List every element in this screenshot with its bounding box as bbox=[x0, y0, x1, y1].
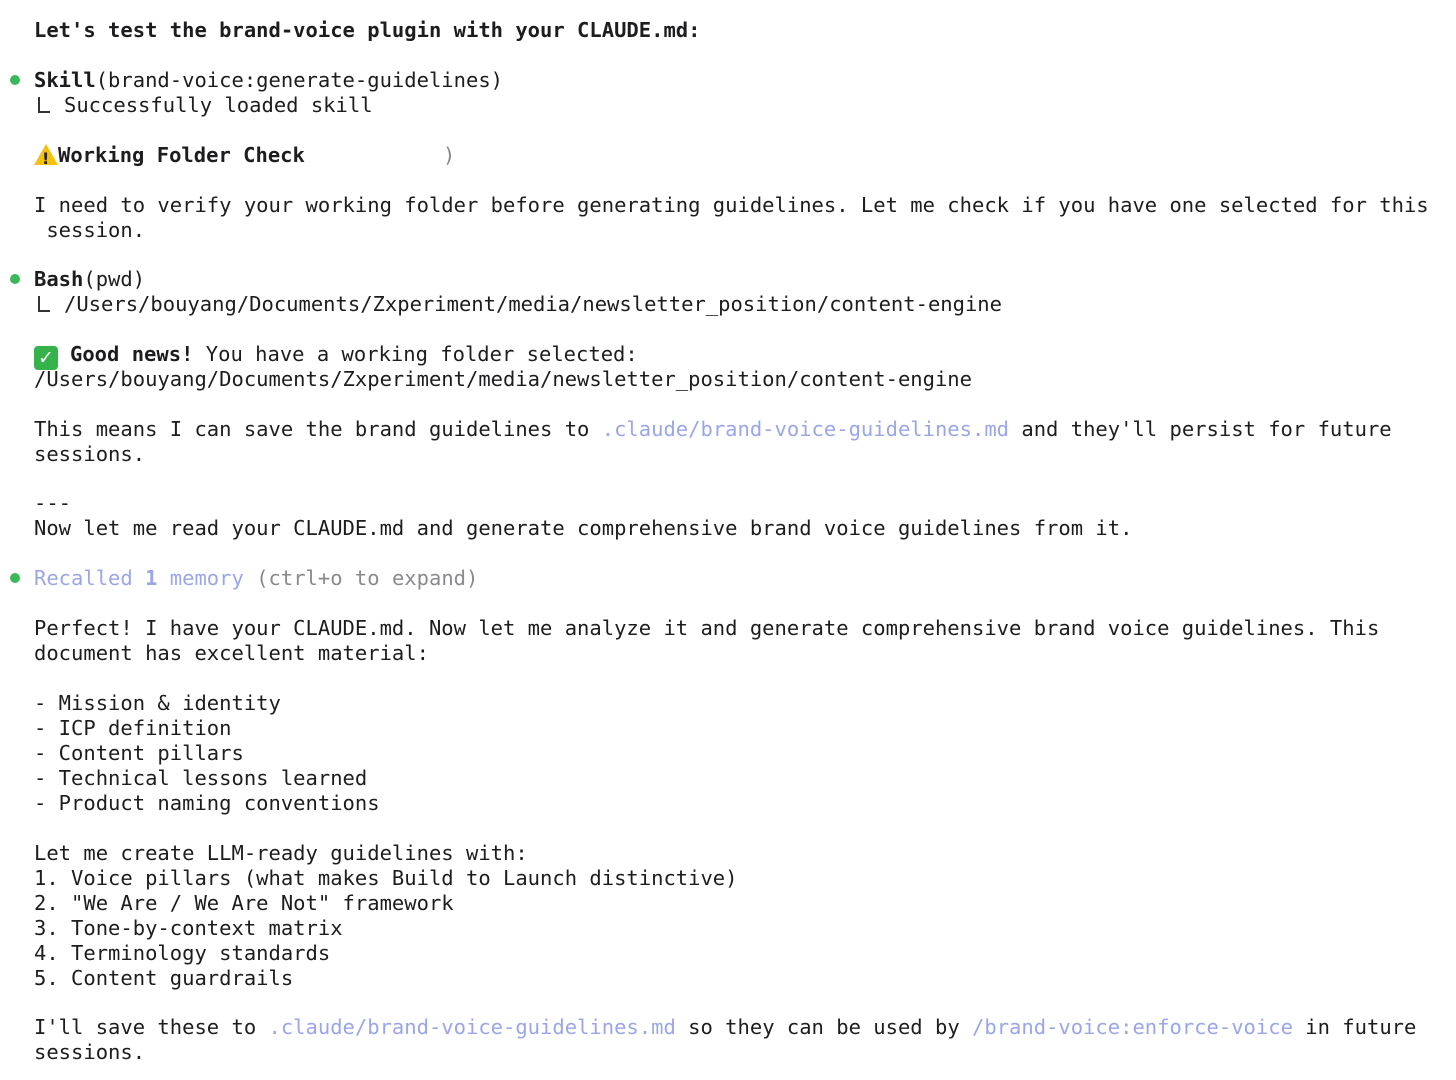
good-news-text: You have a working folder selected: bbox=[193, 342, 638, 366]
good-news-line bbox=[34, 342, 638, 367]
list-item: - Technical lessons learned bbox=[34, 766, 368, 790]
good-news-path: /Users/bouyang/Documents/Zxperiment/media/newsletter_position/content-engine bbox=[34, 367, 972, 391]
memory-line[interactable] bbox=[34, 566, 478, 591]
list-item: - Product naming conventions bbox=[34, 791, 380, 815]
separator: --- bbox=[34, 491, 72, 515]
status-dot bbox=[10, 274, 20, 284]
list-item: - Mission & identity bbox=[34, 691, 281, 715]
warning-icon bbox=[34, 144, 58, 165]
create-heading: Let me create LLM-ready guidelines with: bbox=[34, 841, 528, 865]
verify-text-line1: I need to verify your working folder before generating guidelines. Let me check if you have one selected for this bbox=[34, 193, 1429, 217]
perfect-text-line1: Perfect! I have your CLAUDE.md. Now let me analyze it and generate comprehensive brand voice guidelines. This bbox=[34, 616, 1380, 640]
numbered-item: 5. Content guardrails bbox=[34, 966, 294, 990]
check-mark-icon: ✓ bbox=[34, 346, 58, 370]
skill-tool-name: Skill bbox=[34, 68, 96, 92]
save-text-before: This means I can save the brand guidelines to bbox=[34, 417, 602, 441]
bash-call bbox=[34, 267, 145, 292]
final-text-before: I'll save these to bbox=[34, 1015, 269, 1039]
numbered-item: 4. Terminology standards bbox=[34, 941, 331, 965]
bash-result-text: /Users/bouyang/Documents/Zxperiment/media/newsletter_position/content-engine bbox=[64, 292, 1002, 316]
read-text: Now let me read your CLAUDE.md and generate comprehensive brand voice guidelines from it. bbox=[34, 516, 1133, 540]
skill-call bbox=[34, 68, 503, 93]
memory-recalled: Recalled bbox=[34, 566, 133, 590]
list-item: - Content pillars bbox=[34, 741, 244, 765]
enforce-voice-command-link[interactable]: /brand-voice:enforce-voice bbox=[972, 1015, 1293, 1039]
guidelines-file-link[interactable]: .claude/brand-voice-guidelines.md bbox=[601, 417, 1010, 441]
bash-result bbox=[34, 292, 1002, 317]
save-text-line1 bbox=[34, 417, 1392, 442]
final-text-line1 bbox=[34, 1015, 1416, 1040]
memory-count: 1 bbox=[145, 566, 158, 590]
tree-branch-icon bbox=[38, 97, 50, 113]
list-item: - ICP definition bbox=[34, 716, 232, 740]
working-folder-trailing: ) bbox=[442, 143, 456, 167]
working-folder-title: Working Folder Check bbox=[58, 143, 305, 167]
numbered-item: 2. "We Are / We Are Not" framework bbox=[34, 891, 454, 915]
good-news-label: Good news! bbox=[70, 342, 194, 366]
skill-result bbox=[34, 93, 373, 118]
status-dot bbox=[10, 573, 20, 583]
final-text-middle: so they can be used by bbox=[675, 1015, 973, 1039]
perfect-text-line2: document has excellent material: bbox=[34, 641, 429, 665]
skill-args: (brand-voice:generate-guidelines) bbox=[95, 68, 504, 92]
save-text-line2: sessions. bbox=[34, 442, 146, 466]
working-folder-heading bbox=[34, 143, 455, 168]
numbered-item: 1. Voice pillars (what makes Build to Launch distinctive) bbox=[34, 866, 738, 890]
bash-args: (pwd) bbox=[83, 267, 146, 291]
final-text-after: in future bbox=[1292, 1015, 1417, 1039]
memory-hint: (ctrl+o to expand) bbox=[256, 566, 479, 590]
tree-branch-icon bbox=[38, 296, 50, 312]
numbered-item: 3. Tone-by-context matrix bbox=[34, 916, 343, 940]
memory-word: memory bbox=[169, 566, 244, 590]
verify-text-line2: session. bbox=[34, 218, 146, 242]
final-text-line2: sessions. bbox=[34, 1040, 146, 1064]
skill-result-text: Successfully loaded skill bbox=[64, 93, 373, 117]
bash-tool-name: Bash bbox=[34, 267, 84, 291]
status-dot bbox=[10, 75, 20, 85]
guidelines-file-link[interactable]: .claude/brand-voice-guidelines.md bbox=[268, 1015, 676, 1039]
intro-text: Let's test the brand-voice plugin with your CLAUDE.md: bbox=[34, 18, 701, 42]
save-text-after: and they'll persist for future bbox=[1009, 417, 1392, 441]
